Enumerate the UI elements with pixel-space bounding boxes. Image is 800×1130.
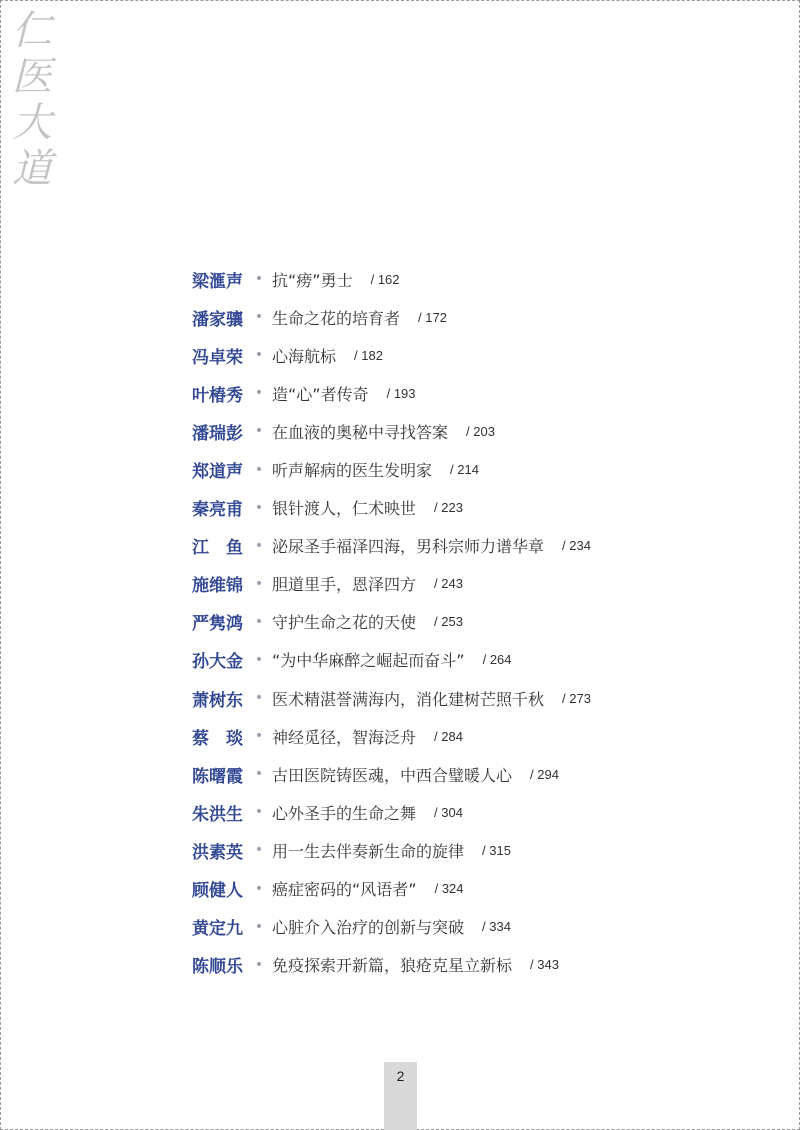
toc-page-number: / 223: [434, 500, 463, 516]
toc-author-name: 潘瑞彭: [192, 423, 243, 444]
toc-chapter-title: 用一生去伴奏新生命的旋律: [272, 841, 465, 861]
toc-entry[interactable]: [192, 679, 591, 717]
bullet-dot-icon: •: [254, 575, 264, 592]
toc-page-number: / 172: [418, 309, 447, 325]
page-number: 2: [396, 1068, 405, 1084]
toc-chapter-title: 在血液的奥秘中寻找答案: [272, 422, 449, 442]
toc-entry[interactable]: [192, 374, 591, 412]
toc-author-name: 施维锦: [192, 576, 243, 597]
toc-chapter-title: 心外圣手的生命之舞: [272, 803, 417, 823]
toc-entry[interactable]: [192, 946, 591, 984]
bullet-dot-icon: •: [254, 423, 264, 440]
toc-page-number: / 234: [562, 538, 591, 554]
bullet-dot-icon: •: [254, 499, 264, 516]
toc-entry[interactable]: [192, 908, 591, 946]
toc-page-number: / 315: [482, 842, 511, 858]
toc-author-name: 叶椿秀: [192, 385, 243, 406]
toc-entry[interactable]: [192, 870, 591, 908]
toc-page-number: / 253: [434, 614, 463, 630]
toc-author-name: 顾健人: [192, 881, 243, 902]
toc-entry[interactable]: [192, 565, 591, 603]
book-title-char: 医: [12, 54, 52, 100]
bullet-dot-icon: •: [254, 651, 264, 668]
toc-author-name: 朱洪生: [192, 804, 243, 825]
toc-author-name: 潘家骧: [192, 309, 243, 330]
toc-page-number: / 304: [434, 804, 463, 820]
toc-author-name: 蔡 琰: [192, 728, 243, 749]
book-title-char: 仁: [12, 8, 52, 54]
page-number-box: [384, 1062, 417, 1130]
toc-page-number: / 324: [434, 881, 464, 897]
book-title-char: 道: [12, 146, 52, 192]
toc-page-number: / 182: [354, 347, 383, 363]
toc-entry[interactable]: [192, 527, 591, 565]
toc-chapter-title: “为中华麻醉之崛起而奋斗”: [272, 651, 465, 671]
toc-page-number: / 343: [530, 957, 559, 973]
toc-author-name: 陈顺乐: [192, 957, 243, 978]
toc-page-number: / 193: [386, 385, 416, 401]
bullet-dot-icon: •: [254, 880, 264, 897]
toc-chapter-title: 神经觅径，智海泛舟: [272, 727, 417, 747]
bullet-dot-icon: •: [254, 804, 264, 821]
toc-entry[interactable]: [192, 717, 591, 755]
toc-entry[interactable]: [192, 755, 591, 793]
toc-author-name: 郑道声: [192, 462, 243, 483]
toc-page-number: / 264: [482, 652, 512, 668]
toc-entry[interactable]: [192, 412, 591, 450]
toc-entry[interactable]: [192, 831, 591, 869]
toc-entry[interactable]: [192, 260, 591, 298]
toc-entry[interactable]: [192, 793, 591, 831]
toc-entry[interactable]: [192, 641, 591, 679]
bullet-dot-icon: •: [254, 690, 264, 707]
bullet-dot-icon: •: [254, 918, 264, 935]
bullet-dot-icon: •: [254, 613, 264, 630]
toc-chapter-title: 医术精湛誉满海内，消化建树芒照千秋: [272, 689, 545, 709]
toc-chapter-title: 泌尿圣手福泽四海，男科宗师力谱华章: [272, 537, 545, 557]
bullet-dot-icon: •: [254, 309, 264, 326]
toc-entry[interactable]: [192, 489, 591, 527]
toc-author-name: 冯卓荣: [192, 347, 243, 368]
table-of-contents: [192, 260, 591, 984]
toc-author-name: 孙大金: [192, 652, 243, 673]
toc-chapter-title: 听声解病的医生发明家: [272, 461, 433, 481]
book-title-char: 大: [12, 100, 52, 146]
bullet-dot-icon: •: [254, 537, 264, 554]
toc-author-name: 江 鱼: [192, 538, 243, 559]
toc-page-number: / 162: [370, 271, 400, 287]
toc-author-name: 严隽鸿: [192, 614, 243, 635]
bullet-dot-icon: •: [254, 766, 264, 783]
bullet-dot-icon: •: [254, 271, 264, 288]
toc-author-name: 萧树东: [192, 690, 243, 711]
toc-chapter-title: 守护生命之花的天使: [272, 613, 417, 633]
toc-page-number: / 203: [466, 423, 495, 439]
book-title: [6, 8, 58, 192]
toc-author-name: 陈曙霞: [192, 766, 243, 787]
toc-chapter-title: 心海航标: [272, 346, 337, 366]
toc-chapter-title: 胆道里手，恩泽四方: [272, 575, 417, 595]
toc-chapter-title: 银针渡人，仁术映世: [272, 499, 417, 519]
toc-chapter-title: 造“心”者传奇: [272, 384, 369, 404]
toc-author-name: 梁滙声: [192, 271, 243, 292]
bullet-dot-icon: •: [254, 461, 264, 478]
toc-author-name: 洪素英: [192, 842, 243, 863]
toc-chapter-title: 心脏介入治疗的创新与突破: [272, 918, 465, 938]
toc-chapter-title: 免疫探索开新篇，狼疮克星立新标: [272, 956, 513, 976]
toc-page-number: / 243: [434, 576, 463, 592]
toc-entry[interactable]: [192, 298, 591, 336]
bullet-dot-icon: •: [254, 842, 264, 859]
toc-page-number: / 284: [434, 728, 463, 744]
toc-author-name: 黄定九: [192, 919, 243, 940]
bullet-dot-icon: •: [254, 347, 264, 364]
toc-chapter-title: 生命之花的培育者: [272, 308, 401, 328]
toc-chapter-title: 抗“痨”勇士: [272, 270, 353, 290]
bullet-dot-icon: •: [254, 956, 264, 973]
toc-page-number: / 334: [482, 919, 511, 935]
toc-page-number: / 214: [450, 462, 479, 478]
bullet-dot-icon: •: [254, 385, 264, 402]
toc-page-number: / 294: [530, 766, 559, 782]
toc-chapter-title: 古田医院铸医魂，中西合璧暖人心: [272, 765, 513, 785]
toc-entry[interactable]: [192, 450, 591, 488]
toc-chapter-title: 癌症密码的“风语者”: [272, 880, 417, 900]
toc-entry[interactable]: [192, 603, 591, 641]
toc-entry[interactable]: [192, 336, 591, 374]
toc-author-name: 秦亮甫: [192, 500, 243, 521]
bullet-dot-icon: •: [254, 728, 264, 745]
toc-page-number: / 273: [562, 690, 591, 706]
